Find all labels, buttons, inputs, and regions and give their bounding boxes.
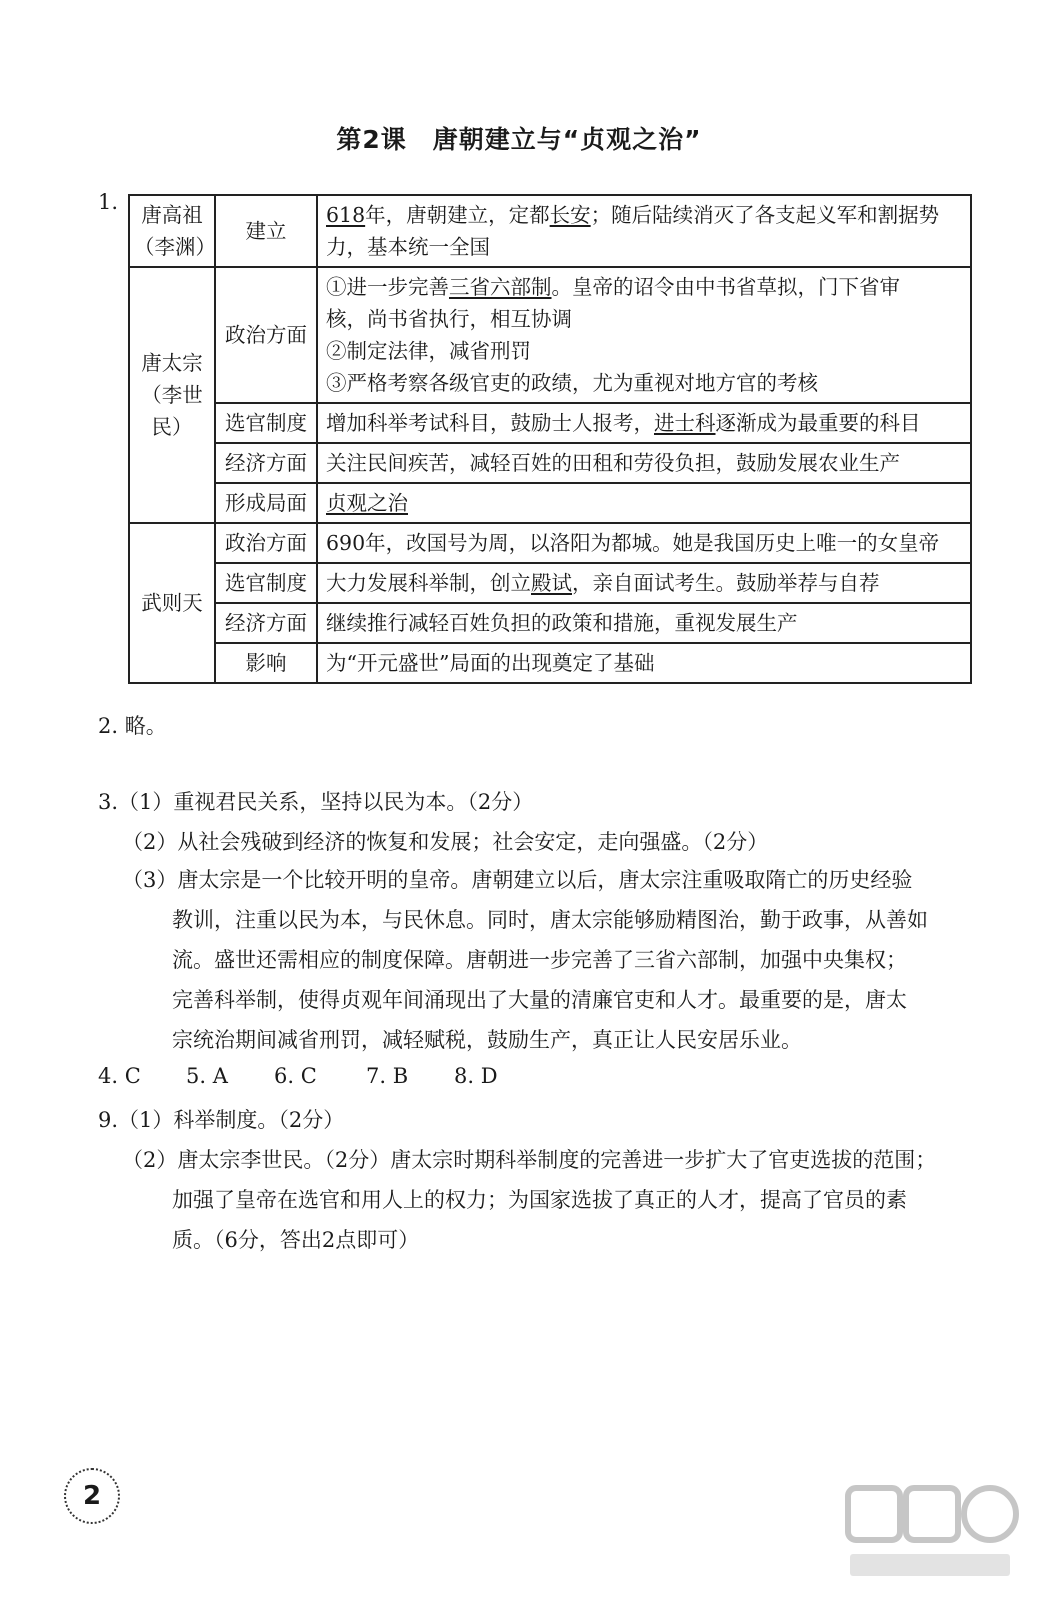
content-cell: 关注民间疾苦，减轻百姓的田租和劳役负担，鼓励发展农业生产 (317, 443, 971, 483)
table-row (129, 443, 971, 483)
table-row (129, 403, 971, 443)
table-row (129, 483, 971, 523)
answer-q9-1: 9.（1）科举制度。（2分） (98, 1108, 345, 1132)
watermark-logo (840, 1478, 1020, 1588)
answer-q3-text: 流。盛世还需相应的制度保障。唐朝进一步完善了三省六部制，加强中央集权； (172, 948, 907, 972)
content-cell: ①进一步完善三省六部制。皇帝的诏令由中书省草拟，门下省审 核，尚书省执行，相互协调 ②制定法律，减省刑罚 ③严格考察各级官吏的政绩，尤为重视对地方官的考核 (317, 267, 971, 403)
aspect-cell: 经济方面 (215, 443, 317, 483)
aspect-cell: 选官制度 (215, 403, 317, 443)
content-cell: 贞观之治 (317, 483, 971, 523)
aspect-cell: 经济方面 (215, 603, 317, 643)
table-row (129, 643, 971, 683)
aspect-cell: 政治方面 (215, 267, 317, 403)
answer-q3-3: （3）唐太宗是一个比较开明的皇帝。唐朝建立以后，唐太宗注重吸取隋亡的历史经验 (122, 868, 913, 892)
table-row (129, 563, 971, 603)
answer-q3-2: （2）从社会残破到经济的恢复和发展；社会安定，走向强盛。（2分） (122, 830, 769, 854)
ruler-cell-wuzetian: 武则天 (129, 523, 215, 683)
lesson-title: 第2课 唐朝建立与“贞观之治” (336, 125, 702, 154)
table-row (129, 267, 971, 403)
content-cell: 618年，唐朝建立，定都长安；随后陆续消灭了各支起义军和割据势 力，基本统一全国 (317, 195, 971, 267)
summary-table (128, 194, 972, 684)
content-cell: 690年，改国号为周，以洛阳为都城。她是我国历史上唯一的女皇帝 (317, 523, 971, 563)
content-cell: 为“开元盛世”局面的出现奠定了基础 (317, 643, 971, 683)
question-1-number: 1. (98, 190, 119, 214)
content-cell: 增加科举考试科目，鼓励士人报考，进士科逐渐成为最重要的科目 (317, 403, 971, 443)
answer-q3-1: 3.（1）重视君民关系，坚持以民为本。（2分） (98, 790, 534, 814)
table-row (129, 195, 971, 267)
aspect-cell: 影响 (215, 643, 317, 683)
table-row (129, 603, 971, 643)
answer-q3-text: 完善科举制，使得贞观年间涌现出了大量的清廉官吏和人才。最重要的是，唐太 (172, 988, 907, 1012)
content-cell: 继续推行减轻百姓负担的政策和措施，重视发展生产 (317, 603, 971, 643)
page-number: 2 (82, 1481, 102, 1511)
aspect-cell: 选官制度 (215, 563, 317, 603)
answer-mc-4: 4. C (98, 1064, 141, 1088)
answer-q9-text: 质。（6分，答出2点即可） (172, 1228, 420, 1252)
content-cell: 大力发展科举制，创立殿试，亲自面试考生。鼓励举荐与自荐 (317, 563, 971, 603)
answer-q3-text: 宗统治期间减省刑罚，减轻赋税，鼓励生产，真正让人民安居乐业。 (172, 1028, 802, 1052)
answer-q2: 2. 略。 (98, 714, 167, 738)
ruler-cell-taizong: 唐太宗 （李世民） (129, 267, 215, 523)
aspect-cell: 形成局面 (215, 483, 317, 523)
page-number-badge (64, 1468, 120, 1524)
table-row (129, 523, 971, 563)
answer-mc-6: 6. C (274, 1064, 317, 1088)
answer-mc-8: 8. D (454, 1064, 498, 1088)
aspect-cell: 建立 (215, 195, 317, 267)
answer-q9-2: （2）唐太宗李世民。（2分）唐太宗时期科举制度的完善进一步扩大了官吏选拔的范围； (122, 1148, 937, 1172)
ruler-cell-gaozu: 唐高祖 （李渊） (129, 195, 215, 267)
answer-q9-text: 加强了皇帝在选官和用人上的权力；为国家选拔了真正的人才，提高了官员的素 (172, 1188, 907, 1212)
answer-mc-5: 5. A (186, 1064, 228, 1088)
answer-q3-text: 教训，注重以民为本，与民休息。同时，唐太宗能够励精图治，勤于政事，从善如 (172, 908, 928, 932)
answer-mc-7: 7. B (366, 1064, 409, 1088)
aspect-cell: 政治方面 (215, 523, 317, 563)
